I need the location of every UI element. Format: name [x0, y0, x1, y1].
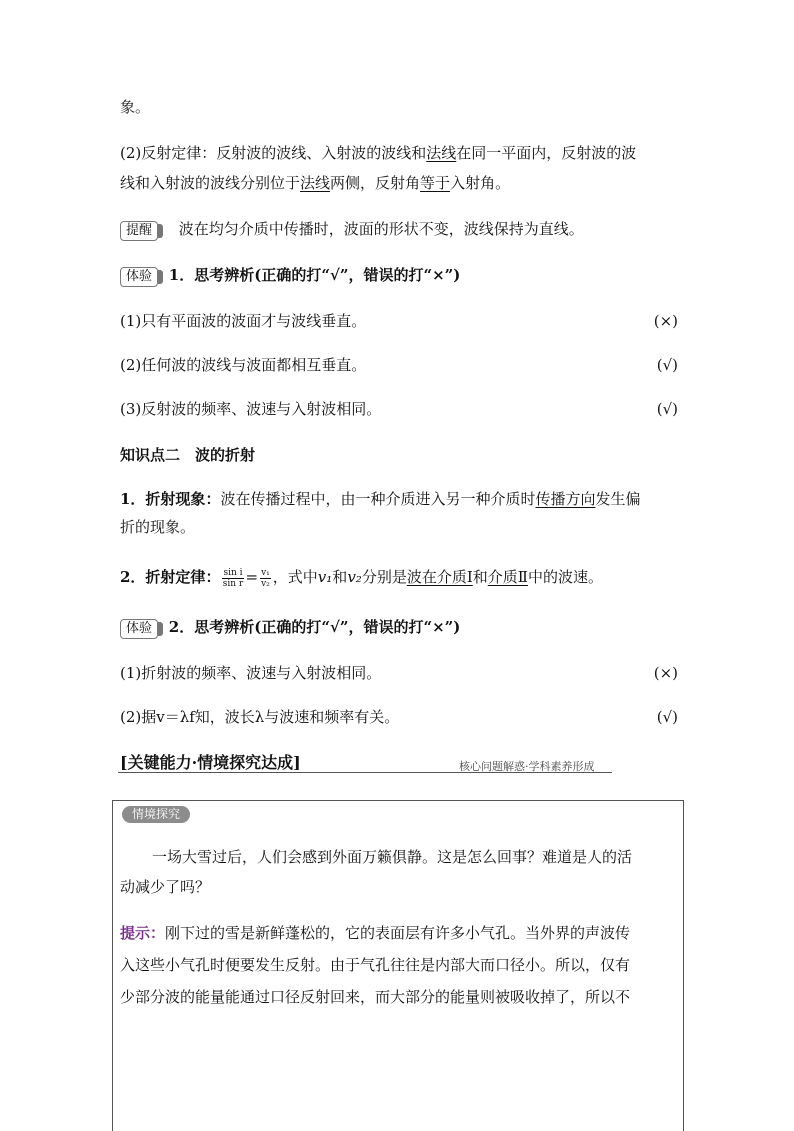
text: (2)反射定律：反射波的波线、入射波的波线和 [120, 144, 427, 162]
question-text: (3)反射波的频率、波速与入射波相同。 [120, 400, 382, 418]
text: 折的现象。 [120, 518, 196, 536]
label: 1．折射现象： [120, 490, 221, 508]
question-text: (2)据v＝λf知，波长λ与波速和频率有关。 [120, 708, 400, 726]
text: 刚下过的雪是新鲜蓬松的，它的表面层有许多小气孔。当外界的声波传 [165, 924, 631, 942]
var: v₁ [317, 568, 333, 586]
answer-2: (√) [656, 356, 678, 374]
reflection-law-line1 [120, 142, 636, 164]
numerator: v₁ [261, 567, 270, 578]
underlined-answer: 介质Ⅱ [487, 568, 528, 586]
question-text: (1)折射波的频率、波速与入射波相同。 [120, 664, 382, 682]
refraction-law-line [120, 566, 603, 589]
fraction-sin [222, 568, 243, 589]
answer-1: (×) [653, 312, 678, 330]
hint-line3 [120, 986, 630, 1008]
answer-4: (×) [653, 664, 678, 682]
section-banner-title: [关键能力·情境探究达成] [120, 753, 301, 772]
text: 两侧，反射角 [330, 174, 421, 192]
text: ，式中 [272, 568, 318, 586]
var: v₂ [347, 568, 362, 586]
question-1 [120, 310, 366, 332]
experience-text: 2．思考辨析(正确的打“√”，错误的打“×”) [168, 618, 461, 636]
text: 入这些小气孔时便要发生反射。由于气孔往往是内部大而口径小。所以，仅有 [120, 956, 631, 974]
underlined-answer: 等于 [420, 174, 451, 192]
refraction-phenomenon-line1 [120, 488, 641, 510]
label: 2．折射定律： [120, 568, 221, 586]
denominator: v₂ [261, 578, 270, 589]
underlined-answer: 波在介质Ⅰ [406, 568, 473, 586]
question-text: (1)只有平面波的波面才与波线垂直。 [120, 312, 367, 330]
underlined-answer: 传播方向 [535, 490, 596, 508]
experience-text: 1．思考辨析(正确的打“√”，错误的打“×”) [168, 266, 461, 284]
scenario-text-line1 [152, 846, 632, 868]
experience-tag: 体验 [120, 267, 158, 287]
equals: = [245, 568, 259, 586]
text: 动减少了吗？ [120, 878, 211, 896]
answer-5: (√) [656, 708, 678, 726]
denominator: sin r [222, 578, 244, 589]
text: 分别是 [361, 568, 407, 586]
scenario-pill: 情境探究 [122, 806, 190, 823]
experience-tag: 体验 [120, 619, 158, 639]
underlined-answer: 法线 [300, 174, 331, 192]
numerator: sin i [223, 567, 243, 578]
experience2-line [120, 616, 460, 639]
text: 在同一平面内，反射波的波 [456, 144, 637, 162]
hint-line2 [120, 954, 630, 976]
banner-divider [118, 772, 612, 773]
question-5 [120, 706, 399, 728]
text: 发生偏 [595, 490, 641, 508]
reminder-tag: 提醒 [120, 221, 158, 241]
text: 波在传播过程中，由一种介质进入另一种介质时 [220, 490, 536, 508]
question-text: (2)任何波的波线与波面都相互垂直。 [120, 356, 367, 374]
underlined-answer: 法线 [426, 144, 457, 162]
section-title: 知识点二 波的折射 [120, 446, 256, 464]
hint-line1 [120, 922, 630, 944]
paragraph-line [120, 96, 150, 118]
text: 和 [472, 568, 488, 586]
text: 少部分波的能量能通过口径反射回来，而大部分的能量则被吸收掉了，所以不 [120, 988, 631, 1006]
reminder-line [120, 218, 584, 241]
text: 一场大雪过后，人们会感到外面万籁俱静。这是怎么回事？难道是人的活 [152, 848, 633, 866]
text: 和 [332, 568, 348, 586]
text: 线和入射波的波线分别位于 [120, 174, 301, 192]
experience1-line [120, 264, 460, 287]
text: 中的波速。 [527, 568, 603, 586]
fraction-v [260, 568, 271, 589]
refraction-phenomenon-line2 [120, 516, 195, 538]
text: 入射角。 [450, 174, 511, 192]
question-3 [120, 398, 381, 420]
question-4 [120, 662, 381, 684]
scenario-text-line2 [120, 876, 210, 898]
text: 象。 [120, 98, 151, 116]
answer-3: (√) [656, 400, 678, 418]
hint-label: 提示： [120, 924, 166, 942]
reminder-text: 波在均匀介质中传播时，波面的形状不变，波线保持为直线。 [178, 220, 584, 238]
section-banner-subtitle: 核心问题解惑·学科素养形成 [459, 760, 595, 773]
question-2 [120, 354, 366, 376]
reflection-law-line2 [120, 172, 510, 194]
